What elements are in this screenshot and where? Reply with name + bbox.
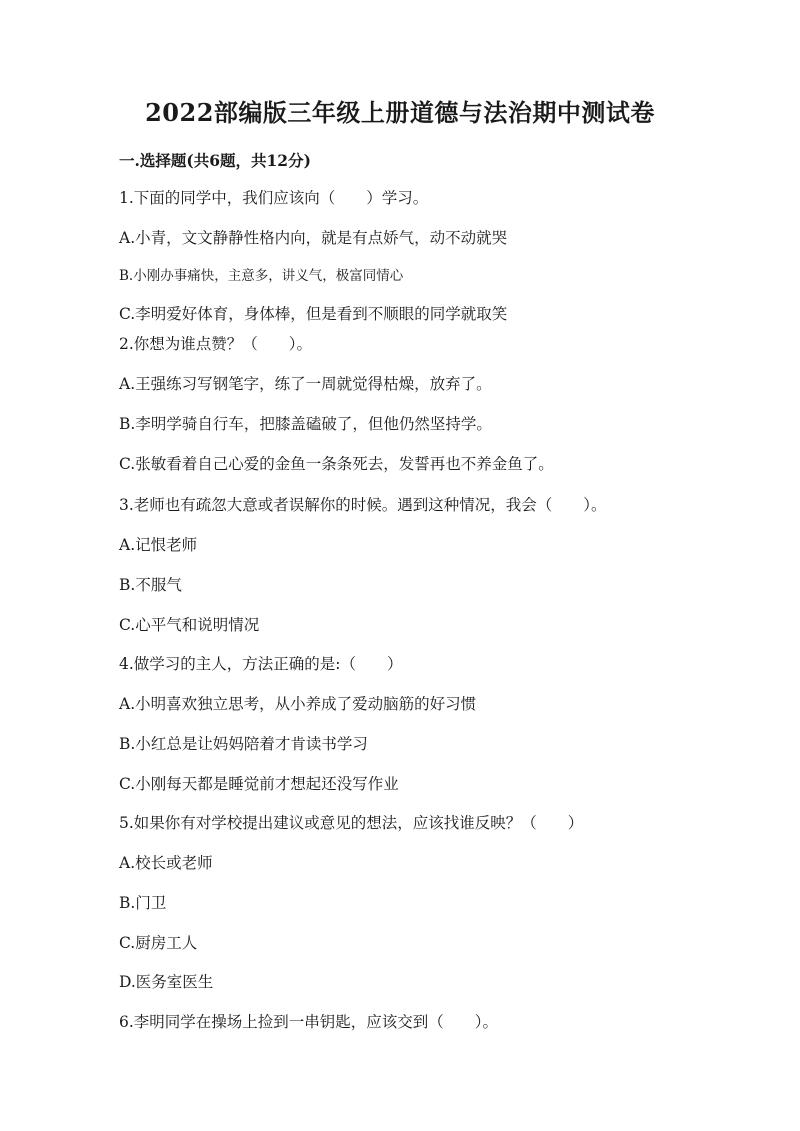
question-4-option-b: B.小红总是让妈妈陪着才肯读书学习 [119, 735, 368, 753]
question-1-option-a: A.小青，文文静静性格内向，就是有点娇气，动不动就哭 [119, 229, 508, 247]
question-3-option-c: C.心平气和说明情况 [119, 616, 260, 634]
page-title: 2022部编版三年级上册道德与法治期中测试卷 [145, 98, 655, 127]
question-3-stem: 3.老师也有疏忽大意或者误解你的时候。遇到这种情况，我会（ ）。 [119, 496, 607, 514]
question-2-stem: 2.你想为谁点赞？（ ）。 [119, 335, 313, 353]
question-3-option-a: A.记恨老师 [119, 536, 198, 554]
question-2-option-a: A.王强练习写钢笔字，练了一周就觉得枯燥，放弃了。 [119, 375, 492, 393]
question-1-option-c: C.李明爱好体育，身体棒，但是看到不顺眼的同学就取笑 [119, 305, 508, 323]
question-4-option-c: C.小刚每天都是睡觉前才想起还没写作业 [119, 775, 399, 793]
question-2-option-c: C.张敏看着自己心爱的金鱼一条条死去，发誓再也不养金鱼了。 [119, 455, 554, 473]
question-4-stem: 4.做学习的主人，方法正确的是:（ ） [119, 655, 403, 673]
question-5-option-c: C.厨房工人 [119, 934, 198, 952]
question-2-option-b: B.李明学骑自行车，把膝盖磕破了，但他仍然坚持学。 [119, 415, 492, 433]
question-4-option-a: A.小明喜欢独立思考，从小养成了爱动脑筋的好习惯 [119, 695, 477, 713]
question-3-option-b: B.不服气 [119, 576, 182, 594]
question-5-option-d: D.医务室医生 [119, 973, 214, 991]
question-5-stem: 5.如果你有对学校提出建议或意见的想法，应该找谁反映？（ ） [119, 814, 584, 832]
question-5-option-b: B.门卫 [119, 894, 167, 912]
section-heading: 一.选择题(共6题，共12分) [119, 151, 311, 170]
question-6-stem: 6.李明同学在操场上捡到一串钥匙，应该交到（ ）。 [119, 1013, 499, 1031]
question-5-option-a: A.校长或老师 [119, 854, 213, 872]
question-1-stem: 1.下面的同学中，我们应该向（ ）学习。 [119, 189, 429, 207]
question-1-option-b: B.小刚办事痛快，主意多，讲义气，极富同情心 [119, 268, 404, 284]
